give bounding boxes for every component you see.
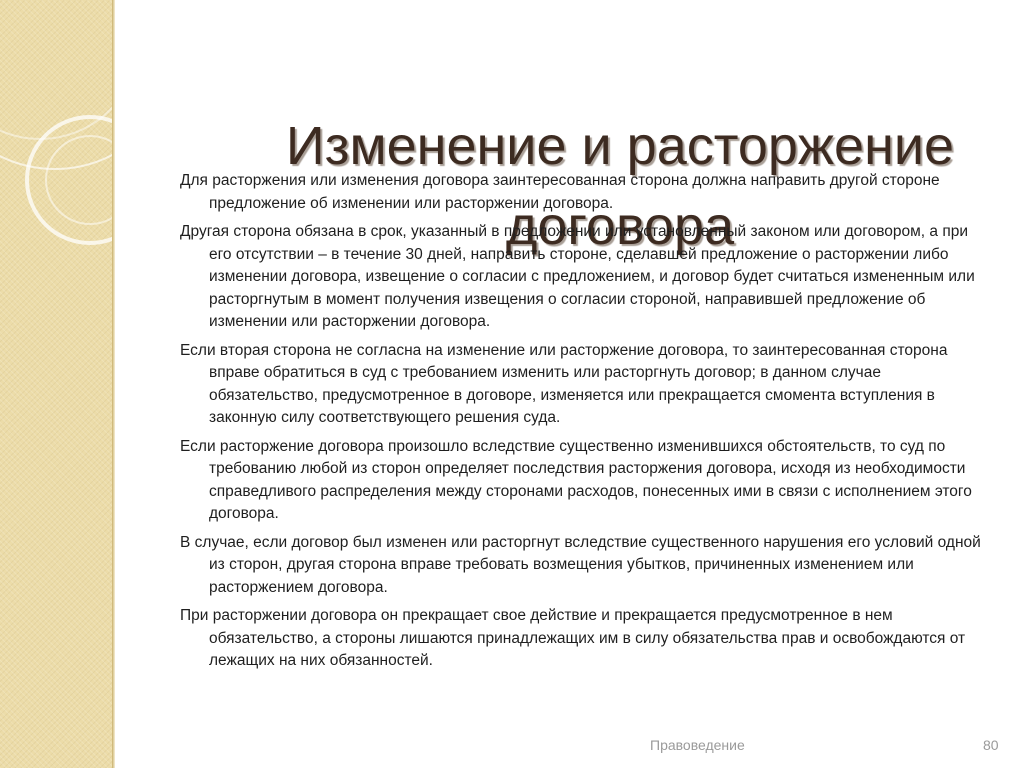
slide-title: Изменение и расторжение договора [285,116,955,256]
footer-label: Правоведение [650,737,745,753]
paragraph: Если вторая сторона не согласна на изменение или расторжение договора, то заинтересованная сторона вправе обратиться в суд с требованием изменить или расторгнуть договор; в данном случае обязательство, предусмотренное в договоре, изменяется или прекращается смомента вступления в законную силу соответствующего решения суда. [180,341,948,426]
paragraph: Для расторжения или изменения договора заинтересованная сторона должна направить другой стороне предложение об изменении или расторжении договора. [180,172,940,212]
paragraph: При расторжении договора он прекращает свое действие и прекращается предусмотренное в нем обязательство, а стороны лишаются принадлежащих им в силу обязательства прав и освобождаются от лежащих на них обязанностей. [180,607,966,669]
page-number: 80 [983,737,999,753]
paragraph: Другая сторона обязана в срок, указанный в предложении или установленный законом или договором, а при его отсутствии – в течение 30 дней, направить стороне, сделавшей предложение о расторжении либо изменении договора, извещение о согласии с предложением, и договор будет считаться измененным или расторгнутым в момент получения извещения о согласии стороной, направившей предложение об изменении или расторжении договора. [180,223,975,330]
paragraph: В случае, если договор был изменен или расторгнут вследствие существенного нарушения его условий одной из сторон, другая сторона вправе требовать возмещения убытков, причиненных изменением или расторжением договора. [180,533,981,596]
strip-divider [112,0,115,768]
slide-body [180,170,990,679]
paragraph: Если расторжение договора произошло вследствие существенно изменившихся обстоятельств, то суд по требованию любой из сторон определяет последствия расторжения договора, исходя из необходимости справедливого распределения между сторонами расходов, понесенных ими в связи с исполнением этого договора. [180,437,972,522]
decorative-side-strip [0,0,112,768]
